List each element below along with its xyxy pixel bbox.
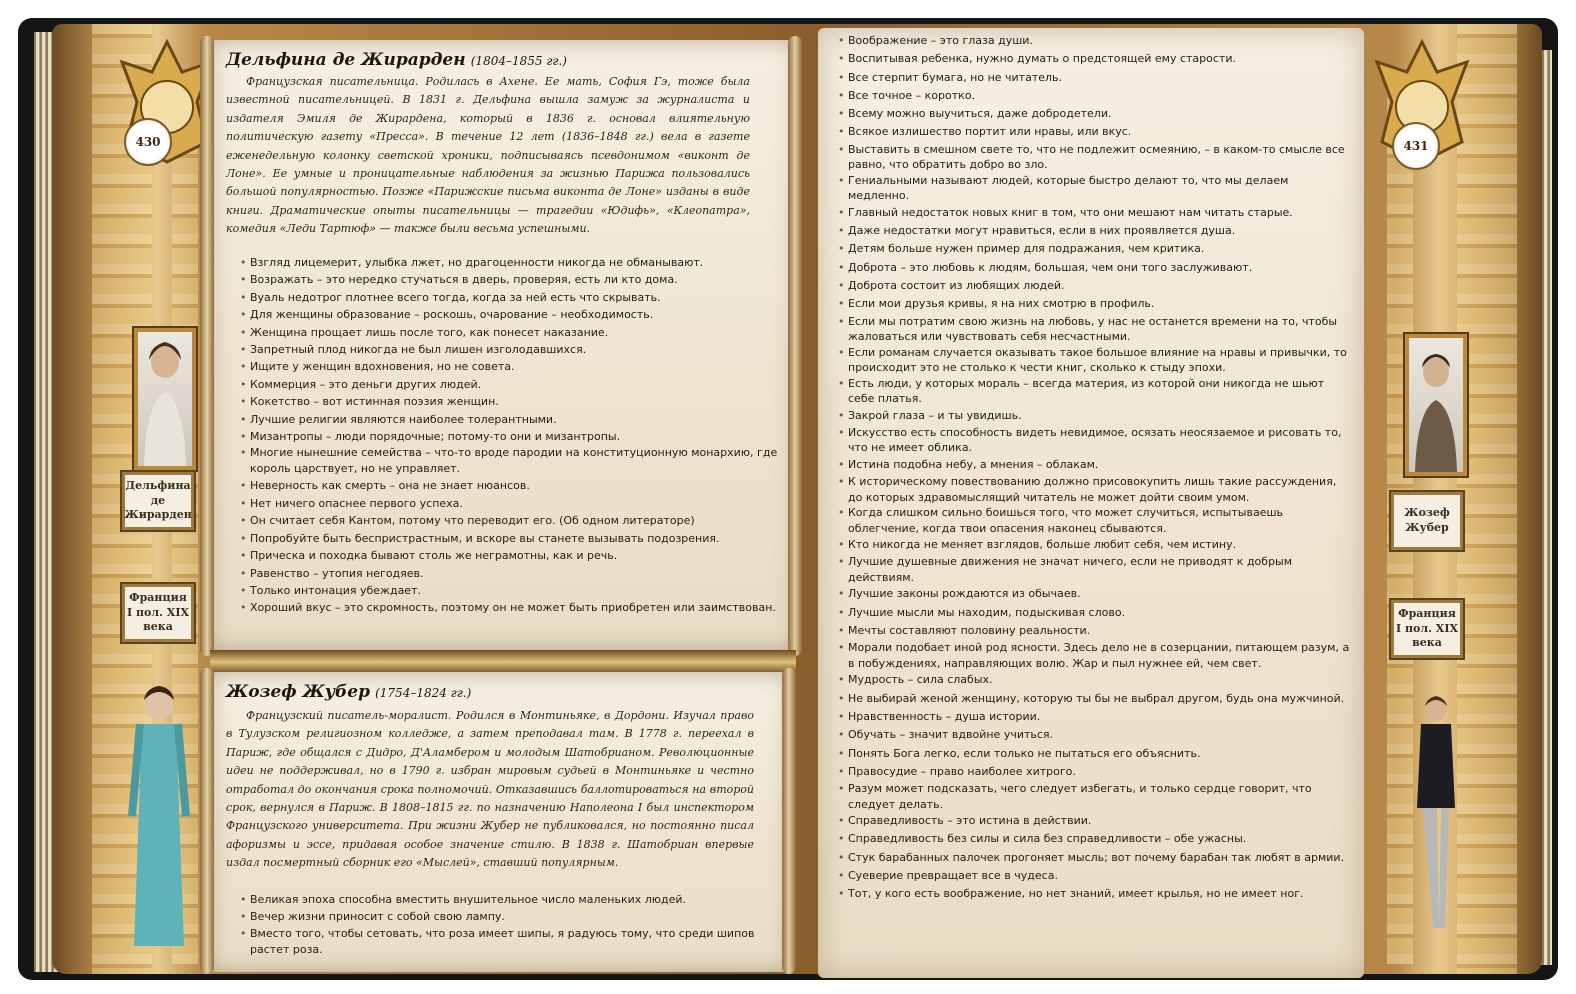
quote-item: • Женщина прощает лишь после того, как понесет наказание. xyxy=(240,324,786,341)
quote-item: • Понять Бога легко, если только не пытаться его объяснить. xyxy=(838,745,1350,763)
quote-item: • Всякое излишество портит или нравы, или вкус. xyxy=(838,123,1350,141)
quote-item: • Кокетство – вот истинная поэзия женщин. xyxy=(240,393,786,410)
quote-item: • Все стерпит бумага, но не читатель. xyxy=(838,69,1350,87)
author-name: Жозеф Жубер xyxy=(226,682,371,702)
open-book xyxy=(12,10,1564,988)
plaque-delphine: Дельфина де Жирарден xyxy=(122,472,194,530)
gentleman-figure-icon xyxy=(1401,688,1471,938)
decorative-band xyxy=(210,650,796,674)
quote-item: • Попробуйте быть беспристрастным, и вскоре вы станете вызывать подозрения. xyxy=(240,530,786,547)
portrait-joubert xyxy=(1405,334,1467,476)
quote-item: • Доброта состоит из любящих людей. xyxy=(838,277,1350,295)
quote-item: • Лучшие мысли мы находим, подыскивая слово. xyxy=(838,604,1350,622)
quote-item: • Детям больше нужен пример для подражания, чем критика. xyxy=(838,240,1350,258)
lady-figure-icon xyxy=(114,676,204,956)
quote-item: • Правосудие – право наиболее хитрого. xyxy=(838,763,1350,781)
author-name: Дельфина де Жирарден xyxy=(226,50,466,70)
quote-item: • К историческому повествованию должно присовокупить лишь такие рассуждения, до которых здравомыслящий читатель не может дойти своим умом. xyxy=(838,474,1350,505)
entry-heading-delphine xyxy=(226,50,567,70)
quote-item: • Для женщины образование – роскошь, очарование – необходимость. xyxy=(240,306,786,323)
quote-item: • Суеверие превращает все в чудеса. xyxy=(838,867,1350,885)
quote-item: • Многие нынешние семейства – что-то вроде пародии на конституционную монархию, где король царствует, но не управляет. xyxy=(240,445,786,477)
quote-item: • Главный недостаток новых книг в том, что они мешают нам читать старые. xyxy=(838,204,1350,222)
quote-item: • Доброта – это любовь к людям, большая, чем они того заслуживают. xyxy=(838,259,1350,277)
quote-item: • Вечер жизни приносит с собой свою лампу. xyxy=(240,908,760,925)
quote-item: • Нравственность – душа истории. xyxy=(838,708,1350,726)
plaque-region-left: Франция I пол. XIX века xyxy=(122,584,194,642)
quote-list-joubert xyxy=(240,891,760,958)
quote-item: • Нет ничего опаснее первого успеха. xyxy=(240,495,786,512)
quote-item: • Только интонация убеждает. xyxy=(240,582,786,599)
quote-item: • Прическа и походка бывают столь же неграмотны, как и речь. xyxy=(240,547,786,564)
portrait-delphine xyxy=(134,328,196,470)
quote-item: • Лучшие религии являются наиболее толерантными. xyxy=(240,411,786,428)
quote-item: • Запретный плод никогда не был лишен изголодавшихся. xyxy=(240,341,786,358)
quote-item: • Морали подобает иной род ясности. Здесь дело не в созерцании, питающем разум, а в побуждениях, направляющих волю. Жар и пыл нужнее ей, чем свет. xyxy=(838,640,1350,671)
quote-item: • Есть люди, у которых мораль – всегда материя, из которой они никогда не шьют себе платья. xyxy=(838,376,1350,407)
entry-heading-joubert xyxy=(226,682,471,702)
quote-item: • Если романам случается оказывать такое большое влияние на нравы и привычки, то происходит это не столько к чести книг, сколько к стыду эпохи. xyxy=(838,345,1350,376)
quote-item: • Мечты составляют половину реальности. xyxy=(838,622,1350,640)
quote-item: • Ищите у женщин вдохновения, но не совета. xyxy=(240,358,786,375)
quote-item: • Если мои друзья кривы, я на них смотрю в профиль. xyxy=(838,295,1350,313)
plaque-joubert: Жозеф Жубер xyxy=(1391,492,1463,550)
quote-item: • Справедливость – это истина в действии. xyxy=(838,812,1350,830)
author-years: (1754–1824 гг.) xyxy=(375,686,472,700)
scroll-roll xyxy=(788,36,802,656)
page-number-left: 430 xyxy=(124,118,172,166)
scroll-roll xyxy=(200,668,214,974)
page-number-right: 431 xyxy=(1392,122,1440,170)
quote-item: • Тот, у кого есть воображение, но нет знаний, имеет крылья, но не имеет ног. xyxy=(838,885,1350,903)
plaque-region-right: Франция I пол. XIX века xyxy=(1391,600,1463,658)
quote-item: • Коммерция – это деньги других людей. xyxy=(240,376,786,393)
quote-item: • Выставить в смешном свете то, что не подлежит осмеянию, – в каком-то смысле все равно, что обратить добро во зло. xyxy=(838,142,1350,173)
scroll-roll xyxy=(782,668,796,974)
quote-item: • Даже недостатки могут нравиться, если в них проявляется душа. xyxy=(838,222,1350,240)
quote-item: • Лучшие душевные движения не значат ничего, если не приводят к добрым действиям. xyxy=(838,554,1350,585)
quote-item: • Не выбирай женой женщину, которую ты бы не выбрал другом, будь она мужчиной. xyxy=(838,690,1350,708)
quote-item: • Искусство есть способность видеть невидимое, осязать неосязаемое и рисовать то, что не имеет облика. xyxy=(838,425,1350,456)
quote-item: • Если мы потратим свою жизнь на любовь, у нас не останется времени на то, чтобы жаловаться или чувствовать себя несчастными. xyxy=(838,314,1350,345)
quote-item: • Кто никогда не меняет взглядов, больше любит себя, чем истину. xyxy=(838,536,1350,554)
quote-item: • Воспитывая ребенка, нужно думать о предстоящей ему старости. xyxy=(838,50,1350,68)
quote-item: • Справедливость без силы и сила без справедливости – обе ужасны. xyxy=(838,830,1350,848)
quote-item: • Возражать – это нередко стучаться в дверь, проверяя, есть ли кто дома. xyxy=(240,271,786,288)
quote-list-joubert-continued xyxy=(838,32,1350,904)
author-bio-delphine: Французская писательница. Родилась в Ахене. Ее мать, София Гэ, тоже была известной писательницей. В 1831 г. Дельфина вышла замуж за журналиста и издателя Эмиля де Жирардена, который в 1836 г. основал влиятельную политическую газету «Пресса». В течение 12 лет (1836–1848 гг.) вела в газете еженедельную колонку светской хроники, подписываясь псевдонимом «виконт де Лоне». Ее умные и проницательные наблюдения за жизнью Парижа пользовались большой популярностью. Позже «Парижские письма виконта де Лоне» изданы в виде книги. Драматические опыты писательницы — трагедии «Юдифь», «Клеопатра», комедия «Леди Тартюф» — также были весьма успешными. xyxy=(226,75,750,236)
quote-list-delphine xyxy=(240,254,786,617)
quote-item: • Хороший вкус – это скромность, поэтому он не может быть приобретен или заимствован. xyxy=(240,599,786,616)
quote-item: • Обучать – значит вдвойне учиться. xyxy=(838,726,1350,744)
quote-item: • Мизантропы – люди порядочные; потому-то они и мизантропы. xyxy=(240,428,786,445)
author-years: (1804–1855 гг.) xyxy=(470,54,567,68)
quote-item: • Все точное – коротко. xyxy=(838,87,1350,105)
quote-item: • Всему можно выучиться, даже добродетели. xyxy=(838,105,1350,123)
quote-item: • Закрой глаза – и ты увидишь. xyxy=(838,407,1350,425)
quote-item: • Гениальными называют людей, которые быстро делают то, что мы делаем медленно. xyxy=(838,173,1350,204)
quote-item: • Когда слишком сильно боишься того, что может случиться, испытываешь облегчение, когда твои опасения наконец сбываются. xyxy=(838,505,1350,536)
author-bio-joubert: Французский писатель-моралист. Родился в Монтиньяке, в Дордони. Изучал право в Тулузском религиозном колледже, а затем преподавал там. В 1778 г. переехал в Париж, где общался с Дидро, Д'Аламбером и молодым Шатобрианом. Революционные идеи не поддерживал, но в 1790 г. избран мировым судьей в Монтиньяке и честно отработал до окончания срока полномочий. Отказавшись баллотироваться на второй срок, вернулся в Париж. В 1808–1815 гг. по назначению Наполеона I был инспектором Французского университета. При жизни Жубер не публиковался, но постоянно писал афоризмы и эссе, придавая особое значение стилю. В 1838 г. Шатобриан впервые издал посмертный сборник его «Мыслей», ставший популярным. xyxy=(226,709,754,870)
quote-item: • Равенство – утопия негодяев. xyxy=(240,565,786,582)
quote-item: • Мудрость – сила слабых. xyxy=(838,671,1350,689)
quote-item: • Неверность как смерть – она не знает нюансов. xyxy=(240,477,786,494)
quote-item: • Истина подобна небу, а мнения – облакам. xyxy=(838,456,1350,474)
quote-item: • Вместо того, чтобы сетовать, что роза имеет шипы, я радуюсь тому, что среди шипов растет роза. xyxy=(240,926,760,958)
quote-item: • Разум может подсказать, чего следует избегать, и только сердце говорит, что следует делать. xyxy=(838,781,1350,812)
scroll-roll xyxy=(200,36,214,656)
quote-item: • Великая эпоха способна вместить внушительное число маленьких людей. xyxy=(240,891,760,908)
quote-item: • Он считает себя Кантом, потому что переводит его. (Об одном литераторе) xyxy=(240,512,786,529)
quote-item: • Стук барабанных палочек прогоняет мысль; вот почему барабан так любят в армии. xyxy=(838,849,1350,867)
quote-item: • Воображение – это глаза души. xyxy=(838,32,1350,50)
quote-item: • Лучшие законы рождаются из обычаев. xyxy=(838,585,1350,603)
quote-item: • Взгляд лицемерит, улыбка лжет, но драгоценности никогда не обманывают. xyxy=(240,254,786,271)
quote-item: • Вуаль недотрог плотнее всего тогда, когда за ней есть что скрывать. xyxy=(240,289,786,306)
